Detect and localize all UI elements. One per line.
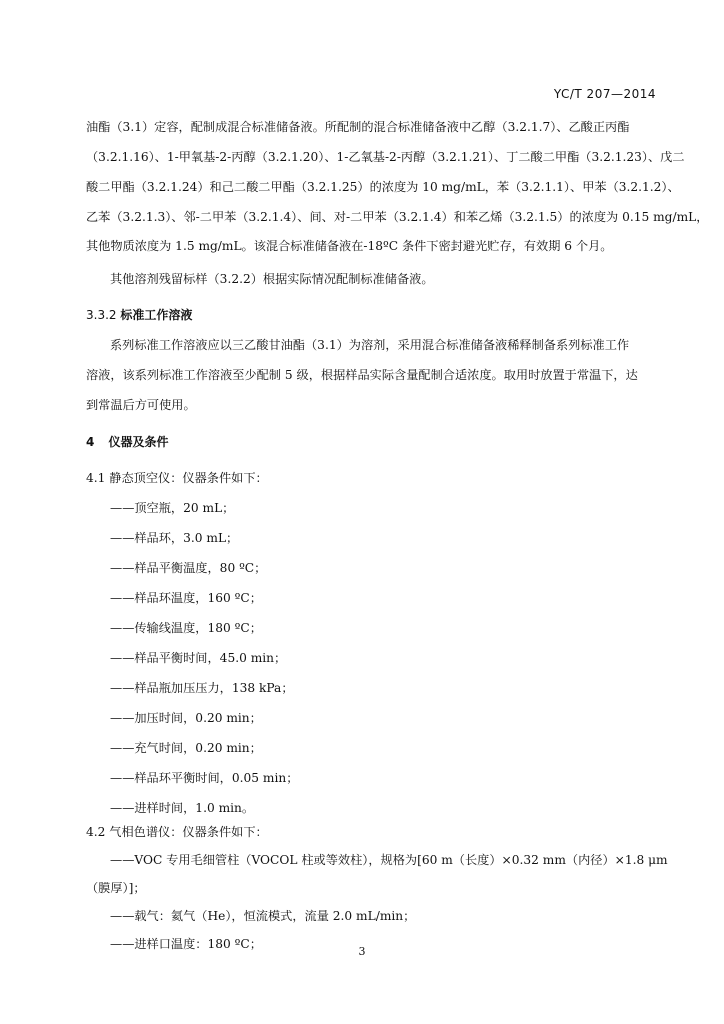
paragraph-line: 到常温后方可使用。 (86, 398, 196, 412)
paragraph-line: 溶液，该系列标准工作溶液至少配制 5 级，根据样品实际含量配制合适浓度。取用时放置于常温下，达 (86, 368, 638, 382)
page-number: 3 (358, 945, 366, 958)
section-heading-4-2: 4.2 气相色谱仪：仪器条件如下： (86, 825, 268, 839)
condition-item: ——样品平衡时间，45.0 min； (110, 651, 287, 665)
section-heading-4-1: 4.1 静态顶空仪：仪器条件如下： (86, 471, 268, 485)
paragraph-line: 系列标准工作溶液应以三乙酸甘油酯（3.1）为溶剂，采用混合标准储备液稀释制备系列标准工作 (110, 338, 630, 352)
paragraph-line: 其他溶剂残留标样（3.2.2）根据实际情况配制标准储备液。 (110, 272, 434, 286)
section-title: 标准工作溶液 (120, 308, 193, 322)
standard-code: YC/T 207—2014 (553, 87, 656, 101)
section-title: 仪器及条件 (108, 435, 169, 449)
section-number: 4 (86, 435, 95, 449)
paragraph-line: 其他物质浓度为 1.5 mg/mL。该混合标准储备液在-18ºC 条件下密封避光贮存，有效期 6 个月。 (86, 239, 613, 253)
condition-item: ——样品平衡温度，80 ºC； (110, 561, 267, 575)
condition-item: ——样品瓶加压压力，138 kPa； (110, 681, 294, 695)
condition-item-continued: （膜厚）]； (86, 881, 146, 895)
condition-item: ——VOC 专用毛细管柱（VOCOL 柱或等效柱），规格为[60 m（长度）×0.32 mm（内径）×1.8 μm (110, 853, 668, 867)
condition-item: ——充气时间，0.20 min； (110, 741, 262, 755)
condition-item: ——样品环平衡时间，0.05 min； (110, 771, 299, 785)
condition-item: ——样品环温度，160 ºC； (110, 591, 262, 605)
condition-item: ——样品环，3.0 mL； (110, 531, 239, 545)
paragraph-line: 酸二甲酯（3.2.1.24）和己二酸二甲酯（3.2.1.25）的浓度为 10 mg/mL，苯（3.2.1.1）、甲苯（3.2.1.2）、 (86, 180, 680, 194)
paragraph-line: 乙苯（3.2.1.3）、邻-二甲苯（3.2.1.4）、间、对-二甲苯（3.2.1.4）和苯乙烯（3.2.1.5）的浓度为 0.15 mg/mL， (86, 210, 709, 224)
condition-item: ——传输线温度，180 ºC； (110, 621, 262, 635)
section-number: 3.3.2 (86, 308, 117, 322)
condition-item: ——载气：氦气（He），恒流模式，流量 2.0 mL/min； (110, 909, 416, 923)
condition-item: ——进样时间，1.0 min。 (110, 801, 255, 815)
condition-item: ——顶空瓶，20 mL； (110, 501, 235, 515)
condition-item: ——加压时间，0.20 min； (110, 711, 262, 725)
paragraph-line: （3.2.1.16）、1-甲氧基-2-丙醇（3.2.1.20）、1-乙氧基-2-丙醇（3.2.1.21）、丁二酸二甲酯（3.2.1.23）、戊二 (86, 150, 685, 164)
section-heading-3-3-2 (86, 306, 192, 323)
condition-item: ——进样口温度：180 ºC； (110, 937, 262, 951)
section-heading-4 (86, 433, 169, 450)
paragraph-line: 油酯（3.1）定容，配制成混合标准储备液。所配制的混合标准储备液中乙醇（3.2.1.7）、乙酸正丙酯 (86, 120, 630, 134)
